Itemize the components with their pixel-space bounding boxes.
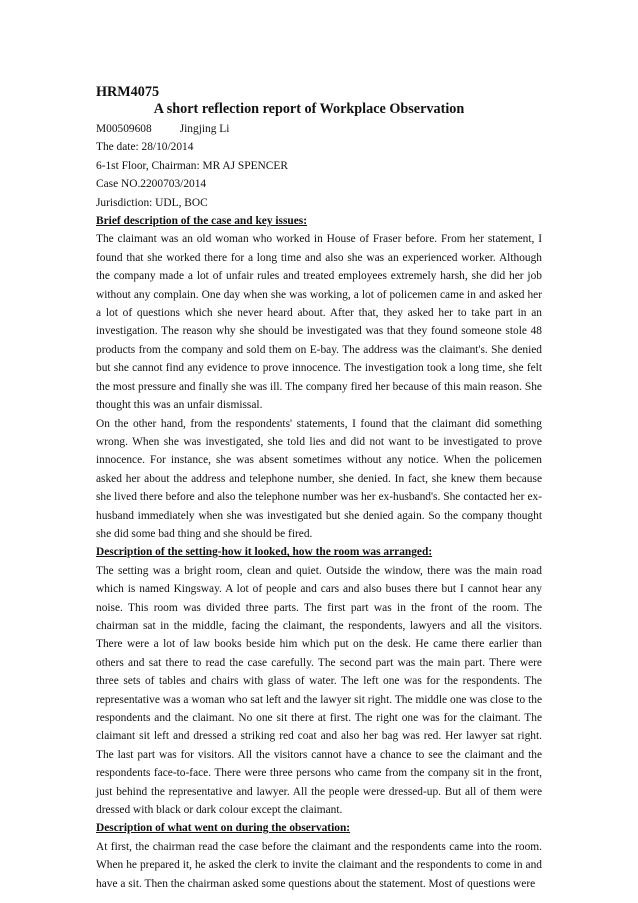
student-name: Jingjing Li xyxy=(179,123,230,135)
paragraph-respondents: On the other hand, from the respondents' statements, I found that the claimant did something wrong. When she was investigated, she told lies and did not want to be investigated to prove innocence. For instance, she was absent sometimes without any notice. When the policemen asked her about the address and telephone number, she denied. In fact, she knew them because she lived there before and also the telephone number was her ex-husband's. She contacted her ex-husband immediately when she was investigated but she denied again. So the company thought she did some bad thing and she should be fired. xyxy=(96,417,542,540)
case-number-line: Case NO.2200703/2014 xyxy=(96,178,207,191)
paragraph-claimant: The claimant was an old woman who worked in House of Fraser before. From her statement, I found that she worked there for a long time and also she was an experienced worker. Although the company made a lot of unfair rules and treated employees extremely harsh, she did her job without any complain. One day when she was working, a lot of policemen came in and asked her a lot of questions which she never heard about. After that, they asked her to take part in an investigation. The reason why she should be investigated was that they found someone stole 48 products from the company and sold them on E-bay. The address was the claimant's. She denied but she cannot find any evidence to prove innocence. The investigation took a long time, she felt the most pressure and finally she was ill. The company fired her because of this main reason. She thought this was an unfair dismissal. xyxy=(96,233,542,412)
report-title: A short reflection report of Workplace Observation xyxy=(153,101,465,117)
jurisdiction-line: Jurisdiction: UDL, BOC xyxy=(96,196,208,209)
section-heading-setting: Description of the setting-how it looked, how the room was arranged: xyxy=(96,546,433,559)
section-heading-observation: Description of what went on during the observation: xyxy=(96,822,351,835)
section-heading-case: Brief description of the case and key issues: xyxy=(96,215,308,228)
floor-chairman-line: 6-1st Floor, Chairman: MR AJ SPENCER xyxy=(96,159,288,172)
course-code: HRM4075 xyxy=(96,84,160,100)
student-id: M00509608 xyxy=(96,123,152,135)
paragraph-observation: At first, the chairman read the case before the claimant and the respondents came into the room. When he prepared it, he asked the clerk to invite the claimant and the respondents to come in and have a sit. Then the chairman asked some questions about the statement. Most of questions were xyxy=(96,840,542,890)
student-line xyxy=(96,120,542,138)
date-line: The date: 28/10/2014 xyxy=(96,141,194,154)
paragraph-setting: The setting was a bright room, clean and quiet. Outside the window, there was the main road which is named Kingsway. A lot of people and cars and also buses there but I cannot hear any noise. This room was divided three parts. The first part was in the front of the room. The chairman sat in the middle, facing the claimant, the respondents, lawyers and all the visitors. There were a lot of law books beside him which put on the desk. He came there earlier than others and sat there to read the case carefully. The second part was the main part. There were three sets of tables and chairs with glass of water. The left one was for the respondents. The representative was a woman who sat left and the lawyer sit right. The middle one was close to the respondents and the claimant. No one sit there at first. The right one was for the claimant. The claimant sit left and dressed a striking red coat and also her bag was red. Her lawyer sat right. The last part was for visitors. All the visitors cannot have a chance to see the claimant and the respondents face-to-face. There were three persons who came from the company sit in the front, just behind the representative and lawyer. All the people were dressed-up. But all of them were dressed with black or dark colour except the claimant. xyxy=(96,564,542,817)
document-page xyxy=(96,84,542,893)
